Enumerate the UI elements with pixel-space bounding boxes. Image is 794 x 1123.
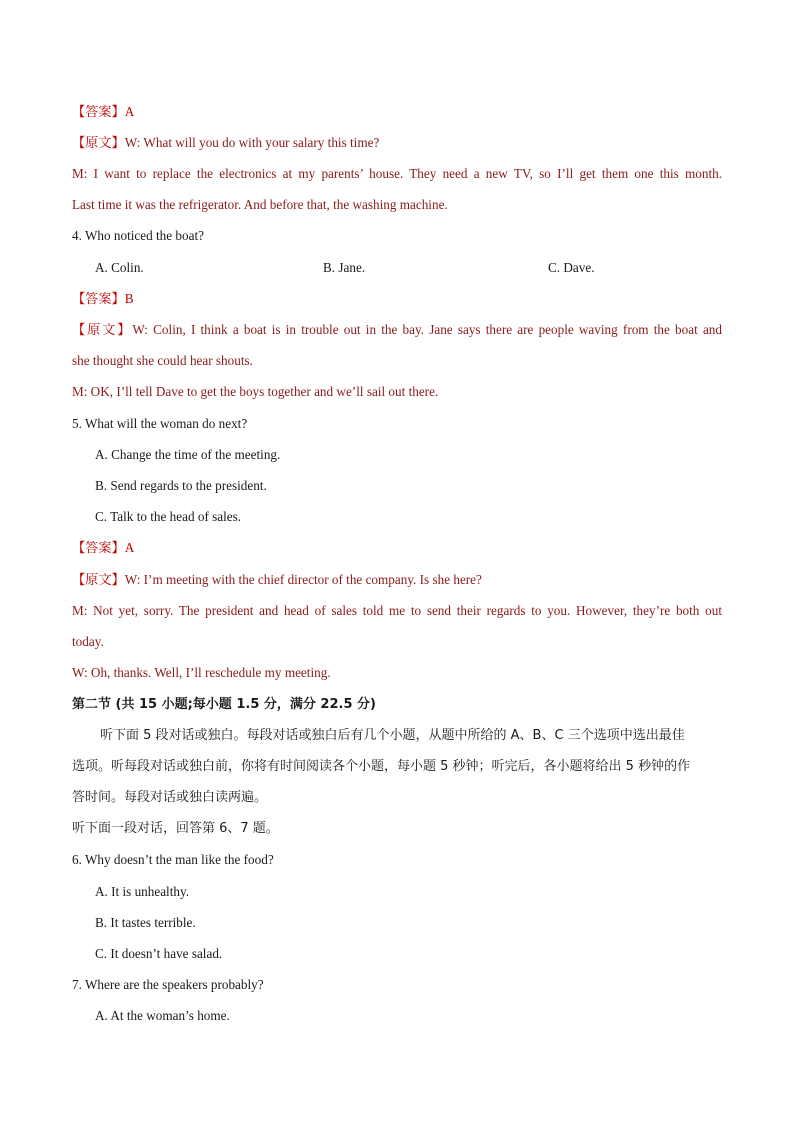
option: A. At the woman’s home. bbox=[95, 1008, 230, 1023]
answer-3 bbox=[72, 103, 722, 121]
dialogue-line: M: I want to replace the electronics at my parents’ house. They need a new TV, so I’ll get them one this month. bbox=[72, 166, 722, 181]
answer-value: B bbox=[124, 291, 134, 306]
original-text-3 bbox=[72, 134, 722, 152]
answer-5 bbox=[72, 539, 722, 557]
question-7: 7. Where are the speakers probably? bbox=[72, 977, 264, 992]
dialogue-line: she thought she could hear shouts. bbox=[72, 353, 253, 368]
dialogue-line: Last time it was the refrigerator. And before that, the washing machine. bbox=[72, 197, 448, 212]
dialogue-line: M: Not yet, sorry. The president and head of sales told me to send their regards to you. However, they’re both out bbox=[72, 603, 722, 618]
original-tag: 【原文】 bbox=[72, 322, 133, 337]
answer-value: A bbox=[124, 104, 135, 119]
dialogue-line: today. bbox=[72, 634, 104, 649]
question-6: 6. Why doesn’t the man like the food? bbox=[72, 852, 274, 867]
original-text-4 bbox=[72, 321, 722, 339]
option: A. Colin. bbox=[95, 260, 144, 275]
section-heading: 第二节 (共 15 小题;每小题 1.5 分，满分 22.5 分) bbox=[72, 697, 376, 712]
original-tag: 【原文】 bbox=[72, 572, 125, 587]
answer-tag: 【答案】 bbox=[72, 291, 125, 306]
original-tag: 【原文】 bbox=[72, 135, 125, 150]
option: C. Talk to the head of sales. bbox=[95, 509, 242, 524]
original-line: W: I’m meeting with the chief director of the company. Is she here? bbox=[124, 572, 482, 587]
instruction-line: 选项。听每段对话或独白前，你将有时间阅读各个小题，每小题 5 秒钟；听完后，各小题将给出 5 秒钟的作 bbox=[72, 759, 691, 774]
answer-tag: 【答案】 bbox=[72, 540, 125, 555]
option: B. Send regards to the president. bbox=[95, 478, 267, 493]
answer-value: A bbox=[124, 540, 135, 555]
instruction-line: 答时间。每段对话或独白读两遍。 bbox=[72, 790, 268, 805]
original-line: W: What will you do with your salary this time? bbox=[124, 135, 380, 150]
option: A. It is unhealthy. bbox=[95, 884, 190, 899]
answer-4 bbox=[72, 290, 722, 308]
option: A. Change the time of the meeting. bbox=[95, 447, 281, 462]
dialogue-line: W: Oh, thanks. Well, I’ll reschedule my meeting. bbox=[72, 665, 331, 680]
original-line: W: Colin, I think a boat is in trouble out in the bay. Jane says there are people waving from the boat and bbox=[132, 322, 722, 337]
option: C. Dave. bbox=[548, 260, 595, 275]
answer-tag: 【答案】 bbox=[72, 104, 125, 119]
question-5: 5. What will the woman do next? bbox=[72, 416, 248, 431]
instruction-line: 听下面 5 段对话或独白。每段对话或独白后有几个小题，从题中所给的 A、B、C 三个选项中选出最佳 bbox=[100, 728, 685, 743]
listen-instruction: 听下面一段对话，回答第 6、7 题。 bbox=[72, 821, 279, 836]
dialogue-line: M: OK, I’ll tell Dave to get the boys together and we’ll sail out there. bbox=[72, 384, 439, 399]
question-4: 4. Who noticed the boat? bbox=[72, 228, 204, 243]
option: C. It doesn’t have salad. bbox=[95, 946, 223, 961]
original-text-5 bbox=[72, 571, 722, 589]
option: B. Jane. bbox=[323, 260, 366, 275]
option: B. It tastes terrible. bbox=[95, 915, 196, 930]
